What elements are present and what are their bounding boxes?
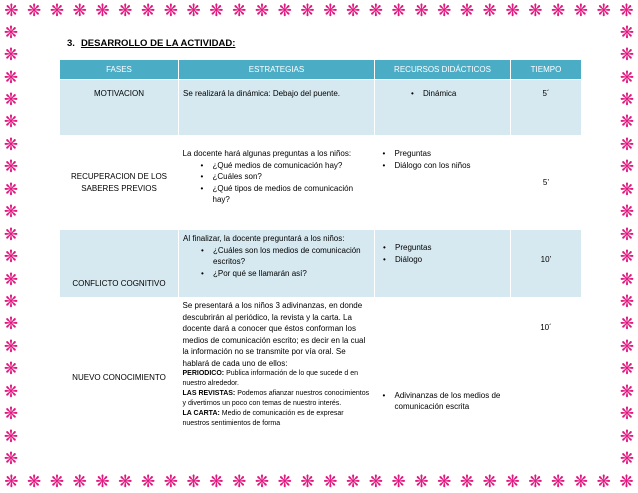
flower-icon: ❋ [277, 0, 292, 21]
estrategia-text: Se presentará a los niños 3 adivinanzas, en donde descubrirán al periódico, la revista y la carta. La docente dará a conocer que éstos conforman los medios de comunicación escrito; es decir en la cual la información no se transmite por vía oral. Se hablará de cada uno de ellos: [182, 301, 366, 368]
table-row [60, 136, 582, 230]
list-item: • ¿Cuáles son los medios de comunicación escritos? [183, 245, 370, 268]
list-item: • Preguntas [379, 242, 506, 254]
estrategia-text: Se realizará la dinámica: Debajo del puente. [183, 89, 340, 98]
flower-icon: ❋ [300, 0, 315, 21]
flower-icon: ❋ [3, 247, 19, 268]
recursos-cell [375, 136, 511, 230]
flower-icon: ❋ [27, 471, 42, 492]
flower-icon: ❋ [619, 202, 635, 223]
flower-icon: ❋ [209, 471, 224, 492]
definition [183, 389, 371, 409]
flower-icon: ❋ [619, 157, 635, 178]
flower-icon: ❋ [95, 0, 110, 21]
flower-icon: ❋ [573, 0, 589, 21]
flower-icon: ❋ [232, 471, 247, 492]
flower-icon: ❋ [140, 0, 156, 21]
flower-icon: ❋ [3, 381, 19, 402]
flower-icon: ❋ [619, 381, 635, 402]
flower-icon: ❋ [4, 471, 19, 492]
flower-icon: ❋ [619, 179, 635, 200]
flower-icon: ❋ [3, 359, 19, 380]
flower-icon: ❋ [163, 471, 178, 492]
tiempo-cell: 5’ [511, 136, 582, 230]
flower-icon: ❋ [3, 90, 19, 111]
section-heading [67, 38, 235, 49]
flower-icon: ❋ [619, 449, 635, 470]
flower-icon: ❋ [551, 0, 566, 21]
flower-icon: ❋ [163, 0, 178, 21]
flower-icon: ❋ [391, 471, 406, 492]
estrategia-text: La docente hará algunas preguntas a los niños: [182, 149, 352, 158]
flower-icon: ❋ [368, 0, 384, 21]
flower-icon: ❋ [323, 0, 338, 21]
flower-icon: ❋ [505, 471, 520, 492]
flower-icon: ❋ [482, 471, 497, 492]
list-item: • ¿Cuáles son? [183, 171, 371, 183]
list-item: • ¿Qué medios de comunicación hay? [183, 160, 371, 172]
flower-icon: ❋ [27, 0, 42, 21]
flower-icon: ❋ [619, 336, 635, 357]
flower-icon: ❋ [414, 0, 429, 21]
decorative-border-right [616, 22, 638, 471]
flower-icon: ❋ [345, 0, 361, 21]
flower-icon: ❋ [619, 426, 635, 447]
list-item: • Preguntas [379, 148, 507, 160]
flower-icon: ❋ [619, 404, 635, 425]
flower-icon: ❋ [551, 471, 566, 492]
flower-icon: ❋ [619, 471, 634, 492]
flower-icon: ❋ [619, 134, 635, 155]
flower-icon: ❋ [254, 0, 270, 21]
flower-icon: ❋ [3, 291, 19, 312]
flower-icon: ❋ [140, 471, 156, 492]
flower-icon: ❋ [437, 0, 452, 21]
decorative-border-left [0, 22, 22, 471]
definition-term: PERIODICO: [182, 370, 225, 377]
flower-icon: ❋ [3, 67, 19, 88]
list-item: • Diálogo [379, 254, 506, 266]
header-fases: FASES [60, 60, 179, 80]
flower-icon: ❋ [619, 67, 635, 88]
flower-icon: ❋ [619, 45, 635, 66]
estrategia-cell [179, 230, 375, 298]
flower-icon: ❋ [3, 45, 19, 66]
definition [183, 409, 371, 429]
flower-icon: ❋ [619, 90, 635, 111]
tiempo-cell: 10´ [511, 298, 582, 458]
flower-icon: ❋ [3, 22, 19, 43]
flower-icon: ❋ [3, 426, 19, 447]
flower-icon: ❋ [254, 471, 270, 492]
list-item: • Diálogo con los niños [379, 160, 507, 172]
flower-icon: ❋ [72, 0, 87, 21]
flower-icon: ❋ [49, 0, 65, 21]
definition-term: LAS REVISTAS: [182, 390, 236, 397]
flower-icon: ❋ [573, 471, 589, 492]
recursos-cell [375, 80, 511, 136]
flower-icon: ❋ [414, 471, 429, 492]
flower-icon: ❋ [619, 112, 635, 133]
flower-icon: ❋ [619, 359, 635, 380]
flower-icon: ❋ [619, 269, 635, 290]
definition-term: LA CARTA: [182, 410, 220, 417]
recursos-cell [375, 230, 511, 298]
flower-icon: ❋ [118, 0, 133, 21]
decorative-border-bottom [0, 471, 638, 493]
flower-icon: ❋ [3, 336, 19, 357]
fase-cell: NUEVO CONOCIMIENTO [60, 298, 179, 458]
flower-icon: ❋ [619, 22, 635, 43]
tiempo-cell: 5´ [511, 80, 582, 136]
estrategia-cell [179, 298, 375, 458]
flower-icon: ❋ [4, 0, 19, 21]
activity-table [59, 59, 582, 458]
flower-icon: ❋ [72, 471, 87, 492]
flower-icon: ❋ [3, 112, 19, 133]
flower-icon: ❋ [345, 471, 361, 492]
flower-icon: ❋ [482, 0, 497, 21]
flower-icon: ❋ [3, 157, 19, 178]
flower-icon: ❋ [3, 224, 19, 245]
flower-icon: ❋ [3, 202, 19, 223]
table-header-row [60, 60, 582, 80]
flower-icon: ❋ [49, 471, 65, 492]
flower-icon: ❋ [505, 0, 520, 21]
table-row [60, 80, 582, 136]
definition [183, 369, 371, 389]
list-item: • ¿Por qué se llamarán así? [183, 268, 370, 280]
estrategia-cell [179, 80, 375, 136]
fase-cell: CONFLICTO COGNITIVO [60, 230, 179, 298]
fase-cell: MOTIVACION [60, 80, 179, 136]
flower-icon: ❋ [186, 0, 201, 21]
flower-icon: ❋ [3, 134, 19, 155]
flower-icon: ❋ [118, 471, 133, 492]
header-estrategias: ESTRATEGIAS [179, 60, 375, 80]
flower-icon: ❋ [3, 269, 19, 290]
table-row [60, 230, 582, 298]
flower-icon: ❋ [619, 314, 635, 335]
table-row [60, 298, 582, 458]
decorative-border-top [0, 0, 638, 22]
estrategia-text: Al finalizar, la docente preguntará a los niños: [183, 234, 345, 243]
flower-icon: ❋ [619, 247, 635, 268]
definition-text: Medio de comunicación es de expresar nuestros sentimientos de forma [182, 410, 344, 427]
flower-icon: ❋ [3, 179, 19, 200]
flower-icon: ❋ [619, 224, 635, 245]
flower-icon: ❋ [459, 0, 475, 21]
list-item: • ¿Qué tipos de medios de comunicación hay? [183, 183, 371, 206]
flower-icon: ❋ [277, 471, 292, 492]
tiempo-cell: 10’ [511, 230, 582, 298]
flower-icon: ❋ [3, 404, 19, 425]
flower-icon: ❋ [619, 291, 635, 312]
flower-icon: ❋ [391, 0, 406, 21]
flower-icon: ❋ [232, 0, 247, 21]
fase-cell: RECUPERACION DE LOS SABERES PREVIOS [60, 136, 179, 230]
flower-icon: ❋ [3, 449, 19, 470]
list-item: • Dinámica [407, 88, 506, 100]
section-title: DESARROLLO DE LA ACTIVIDAD: [80, 38, 236, 49]
header-recursos: RECURSOS DIDÁCTICOS [375, 60, 511, 80]
flower-icon: ❋ [95, 471, 110, 492]
flower-icon: ❋ [528, 471, 543, 492]
flower-icon: ❋ [209, 0, 224, 21]
flower-icon: ❋ [300, 471, 315, 492]
flower-icon: ❋ [323, 471, 338, 492]
flower-icon: ❋ [3, 314, 19, 335]
flower-icon: ❋ [596, 471, 611, 492]
recursos-cell [375, 298, 511, 458]
flower-icon: ❋ [459, 471, 475, 492]
header-tiempo: TIEMPO [511, 60, 582, 80]
flower-icon: ❋ [437, 471, 452, 492]
list-item: • Adivinanzas de los medios de comunicación escrita [379, 390, 507, 413]
flower-icon: ❋ [619, 0, 634, 21]
flower-icon: ❋ [596, 0, 611, 21]
definition-text: Publica información de lo que sucede d en nuestro alrededor. [182, 370, 358, 387]
flower-icon: ❋ [186, 471, 201, 492]
flower-icon: ❋ [368, 471, 384, 492]
section-number: 3. [67, 38, 75, 49]
definition-text: Podemos afianzar nuestros conocimientos y divertirnos un poco con temas de nuestro interés. [182, 390, 370, 407]
estrategia-cell [179, 136, 375, 230]
flower-icon: ❋ [528, 0, 543, 21]
